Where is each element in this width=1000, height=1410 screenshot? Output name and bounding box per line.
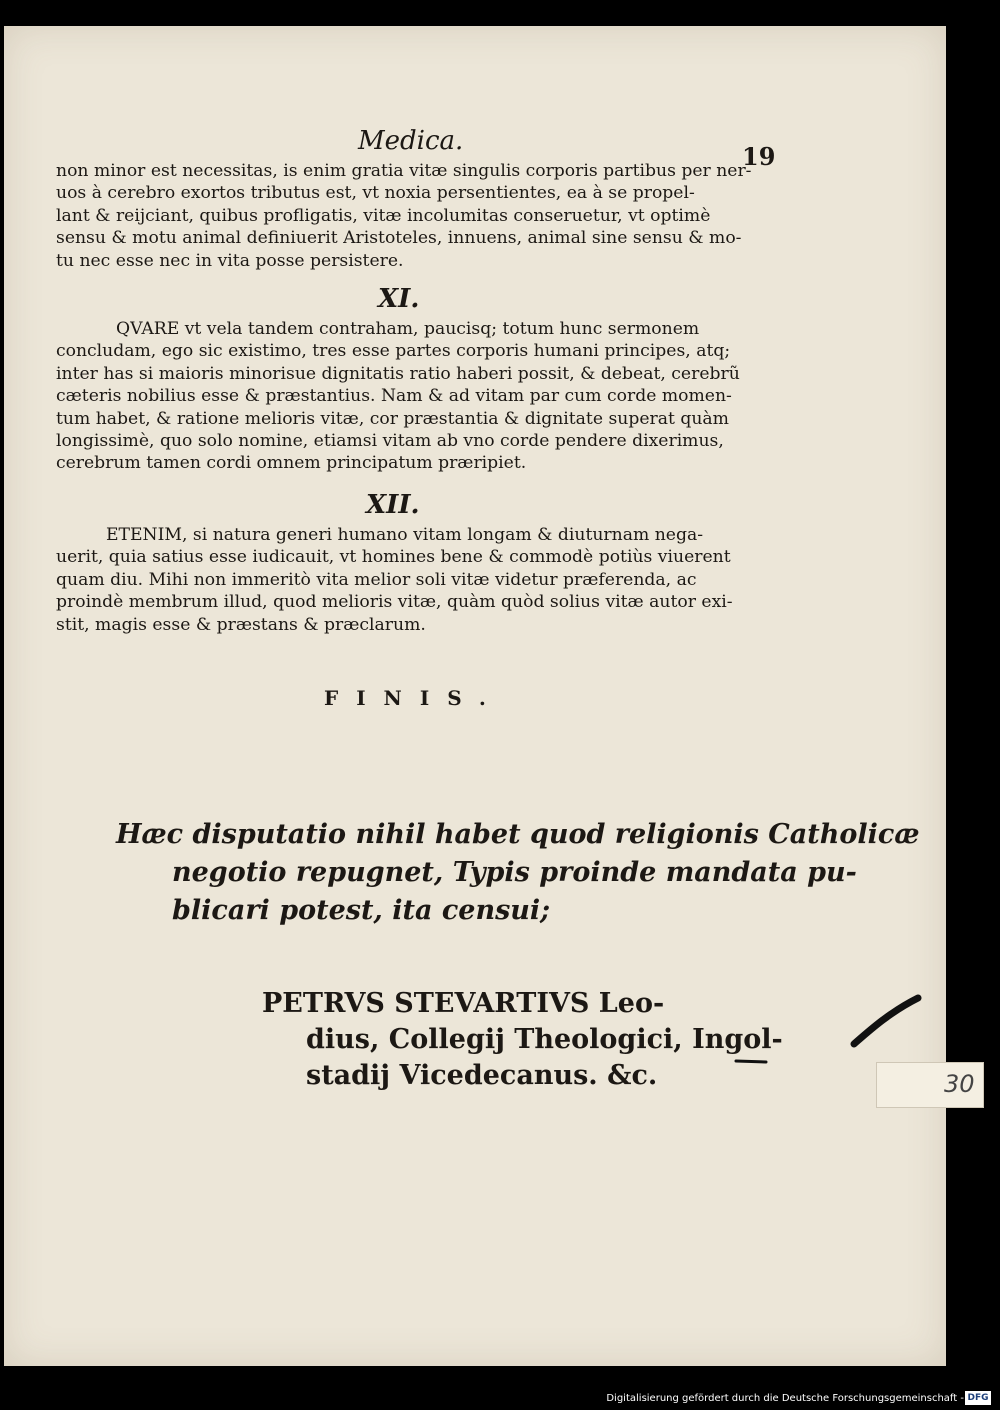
paragraph-2	[56, 318, 762, 475]
text-line: uos à cerebro exortos tributus est, vt noxia persentientes, ea à se propel-	[56, 183, 695, 204]
document-page	[4, 26, 946, 1366]
text-line: lant & reijciant, quibus profligatis, vitæ incolumitas conseruetur, vt optimè	[56, 205, 711, 226]
text-line: tum habet, & ratione melioris vitæ, cor præstantia & dignitate superat quàm	[56, 408, 729, 429]
text-line: stadij Vicedecanus. &c.	[306, 1060, 658, 1091]
text-line: QVARE vt vela tandem contraham, paucisq; totum hunc sermonem	[116, 319, 700, 339]
paragraph-3	[56, 524, 762, 636]
text-line: inter has si maioris minorisue dignitatis ratio haberi possit, & debeat, cerebrũ	[56, 363, 740, 384]
text-line: stit, magis esse & præstans & præclarum.	[56, 614, 426, 635]
text-line: PETRVS STEVARTIVS Leo-	[262, 988, 665, 1019]
text-line: cerebrum tamen cordi omnem principatum præripiet.	[56, 453, 527, 474]
text-line: longissimè, quo solo nomine, etiamsi vitam ab vno corde pendere dixerimus,	[56, 431, 724, 452]
text-line: uerit, quia satius esse iudicauit, vt homines bene & commodè potiùs viuerent	[56, 547, 731, 568]
page-number: 19	[742, 142, 776, 171]
finis-mark: FINIS.	[324, 686, 504, 710]
archive-tag-number: 30	[944, 1070, 975, 1098]
text-line: blicari potest, ita censui;	[172, 895, 551, 926]
imprimatur-block	[116, 816, 920, 930]
text-line: proindè membrum illud, quod melioris vitæ, quàm quòd solius vitæ autor exi-	[56, 592, 733, 613]
text-line: cæteris nobilius esse & præstantius. Nam & ad vitam par cum corde momen-	[56, 386, 732, 407]
dfg-logo: DFG	[965, 1391, 991, 1405]
text-line: negotio repugnet, Typis proinde mandata pu-	[172, 857, 857, 888]
text-line: tu nec esse nec in vita posse persistere.	[56, 250, 404, 271]
text-line: dius, Collegij Theologici, Ingol-	[306, 1024, 783, 1055]
ink-dash-mark	[734, 1056, 768, 1066]
signature-block	[262, 986, 783, 1094]
text-line: non minor est necessitas, is enim gratia vitæ singulis corporis partibus per ner-	[56, 161, 752, 181]
ink-stroke-mark	[850, 994, 922, 1048]
section-heading-xii: XII.	[366, 490, 420, 520]
text-line: quam diu. Mihi non immeritò vita melior soli vitæ videtur præferenda, ac	[56, 569, 697, 590]
text-line: concludam, ego sic existimo, tres esse partes corporis humani principes, atq;	[56, 341, 731, 362]
digitization-credit: Digitalisierung gefördert durch die Deutsche Forschungsgemeinschaft -	[606, 1393, 964, 1404]
section-heading-xi: XI.	[378, 284, 420, 314]
text-line: sensu & motu animal definiuerit Aristoteles, innuens, animal sine sensu & mo-	[56, 228, 742, 249]
text-line: Hæc disputatio nihil habet quod religionis Catholicæ	[116, 819, 920, 850]
text-line: ETENIM, si natura generi humano vitam longam & diuturnam nega-	[106, 525, 704, 545]
running-title: Medica.	[358, 126, 464, 156]
paragraph-1	[56, 160, 762, 272]
